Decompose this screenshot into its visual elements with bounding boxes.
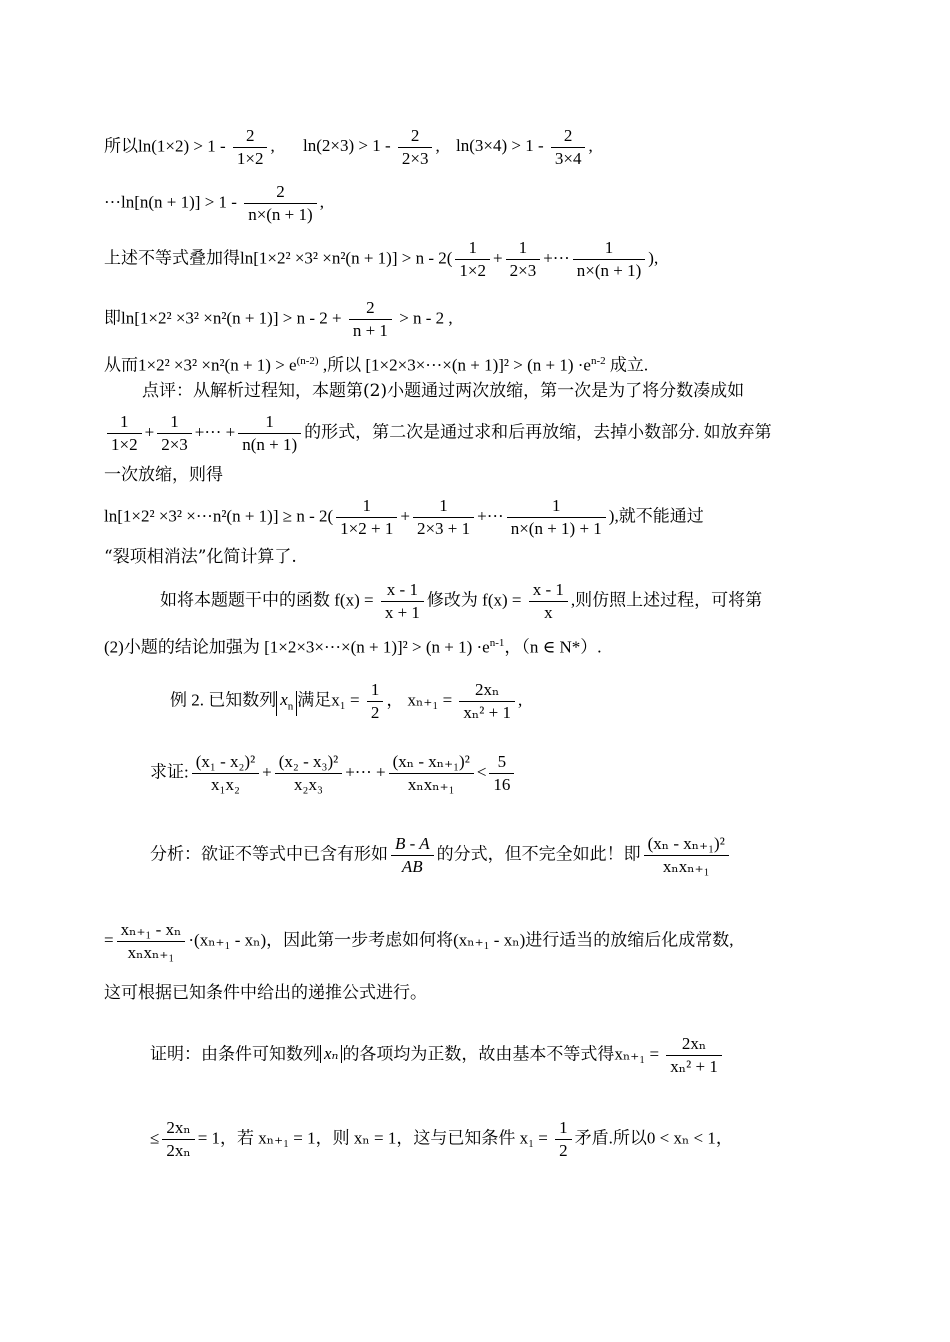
text-lead: 所以 — [104, 136, 138, 156]
conclusion-line: 从而$1\times 2^2 \times 3^2 \times n^2(n + 1) > e^{(n-2)}$ ,所以 $[1\times 2\times 3\times\cdot\cdot\cdot\times(n + 1)]^2 > (n + 1) \cdot e^{n-2}$ 成立. — [104, 355, 649, 375]
strengthen-line: 如将本题题干中的函数 f(x) = $\frac{x - 1}{x + 1}$ 修改为 f(x) = $\frac{x - 1}{x}$ ,则仿照上述过程，可将第 — [160, 580, 763, 622]
tail: ), — [648, 248, 659, 268]
analysis-line-2: = $\frac{\text{xₙ₊₁ - xₙ}}{\text{xₙxₙ₊₁}}$ ·(xₙ₊₁ - xₙ)，因此第一步考虑如何将(xₙ₊₁ - xₙ)进行适当的放缩后化成常数, — [104, 920, 734, 962]
fraction: $\frac{\text{(xₙ - xₙ₊₁)²}}{\text{xₙxₙ₊₁}}$ — [389, 752, 474, 795]
fraction: $\frac{1}{2\times 3}$ — [506, 238, 541, 281]
fraction: $\frac{2}{3\times 4}$ — [551, 126, 586, 169]
fraction: $\frac{2}{n + 1}$ — [349, 298, 392, 341]
separator: , — [270, 136, 275, 156]
analysis-line-1: 分析：欲证不等式中已含有形如 $\frac{B - A}{AB}$ 的分式，但不完全如此！即 $\frac{\text{(xₙ - xₙ₊₁)²}}{\text{xₙxₙ₊₁}}$ — [150, 834, 732, 877]
fraction: $\frac{\text{2xₙ}}{\text{xₙ² + 1}}$ — [459, 680, 515, 723]
ellipsis: +··· — [543, 248, 570, 268]
expr: ···ln[n(n + 1)] > 1 - — [104, 192, 242, 212]
fraction: $\frac{\text{2xₙ}}{\text{2xₙ}}$ — [162, 1118, 194, 1161]
fraction: $\frac{1}{1\times 2}$ — [455, 238, 490, 281]
fraction: $\frac{2}{1\times 2}$ — [233, 126, 268, 169]
separator: , — [435, 136, 440, 156]
expr-c: ln(3×4) > 1 - — [455, 136, 548, 156]
separator: , — [588, 136, 593, 156]
fraction: $\frac{1}{2}$ — [555, 1118, 572, 1161]
fraction: $\frac{1}{2\times 3}$ — [157, 412, 192, 455]
sum-line: 上述不等式叠加得ln[1×2² ×3² ×n²(n + 1)] > n - 2( $\frac{1}{1\times 2}$ + $\frac{1}{2\times 3}$ +··· $\frac{1}{n\times(n + 1)}$ ), — [104, 238, 659, 280]
comment-paragraph: “裂项相消法”化简计算了. — [104, 547, 297, 567]
text-lead: 即 — [104, 308, 121, 328]
fraction: $\frac{\text{(x₂ - x₃)²}}{\text{x₂x₃}}$ — [275, 752, 342, 795]
fraction: $\frac{1}{2}$ — [367, 680, 384, 723]
fraction: $\frac{2}{2\times 3}$ — [398, 126, 433, 169]
fraction: $\frac{\text{2xₙ}}{\text{xₙ² + 1}}$ — [666, 1034, 722, 1077]
proof-line-1: 证明：由条件可知数列 xₙ 的各项均为正数，故由基本不等式得xₙ₊₁ = $\frac{\text{2xₙ}}{\text{xₙ² + 1}}$ — [150, 1034, 725, 1077]
fraction: $\frac{1}{n(n + 1)}$ — [238, 412, 301, 455]
example-2-statement: 例 2. 已知数列 $x_n$ 满足x₁ = $\frac{1}{2}$ ， xₙ₊₁ = $\frac{\text{2xₙ}}{\text{xₙ² + 1}}$ , — [170, 680, 523, 722]
comment-paragraph: 一次放缩，则得 — [104, 465, 223, 485]
proof-line-2: ≤ $\frac{\text{2xₙ}}{\text{2xₙ}}$ = 1，若 xₙ₊₁ = 1，则 xₙ = 1，这与已知条件 x₁ = $\frac{1}{2}$ 矛盾.所以0 < xₙ < 1， — [150, 1118, 733, 1160]
fraction: $\frac{x - 1}{x + 1}$ — [381, 580, 424, 623]
inequality-line-1 — [104, 126, 593, 169]
sequence-bracket: xₙ — [320, 1045, 342, 1063]
tail: > n - 2 , — [394, 308, 453, 328]
text-lead: 上述不等式叠加得 — [104, 248, 240, 268]
fraction: $\frac{1}{n\times(n + 1)}$ — [573, 238, 646, 281]
tail: , — [319, 192, 324, 212]
fraction: $\frac{\text{xₙ₊₁ - xₙ}}{\text{xₙxₙ₊₁}}$ — [117, 920, 186, 963]
expr-a: ln(1×2) > 1 - — [138, 136, 230, 156]
alt-inequality-line: ln[1×2² ×3² ×···n²(n + 1)] ≥ n - 2( $\frac{1}{1\times 2 + 1}$ + $\frac{1}{2\times 3 + 1}$ +··· $\frac{1}{n\times(n + 1) + 1}$ ),就不能通过 — [104, 496, 704, 538]
expr: ln[1×2² ×3² ×n²(n + 1)] > n - 2 + — [121, 308, 346, 328]
comment-fraction-line: $\frac{1}{1\times 2}$ + $\frac{1}{2\times 3}$ +··· + $\frac{1}{n(n + 1)}$ 的形式，第二次是通过求和后再放缩，去掉小数部分. 如放弃第 — [104, 412, 772, 455]
fraction: $\frac{2}{n\times(n + 1)}$ — [244, 182, 317, 225]
expr: ln[1×2² ×3² ×n²(n + 1)] > n - 2( — [240, 248, 453, 268]
fraction: $\frac{\text{(xₙ - xₙ₊₁)²}}{\text{xₙxₙ₊₁}}$ — [644, 834, 729, 877]
fraction: $\frac{1}{n\times(n + 1) + 1}$ — [507, 496, 606, 539]
fraction: $\frac{B - A}{AB}$ — [391, 834, 434, 877]
fraction: $\frac{\text{(x₁ - x₂)²}}{\text{x₁x₂}}$ — [192, 752, 259, 795]
fraction: $\frac{x - 1}{x}$ — [529, 580, 568, 623]
fraction: $\frac{1}{1\times 2}$ — [107, 412, 142, 455]
expr-b: ln(2×3) > 1 - — [302, 136, 395, 156]
inequality-line-2 — [104, 182, 324, 225]
fraction: $\frac{1}{1\times 2 + 1}$ — [336, 496, 397, 539]
inequality-line-4 — [104, 298, 453, 341]
prove-statement: 求证: $\frac{\text{(x₁ - x₂)²}}{\text{x₁x₂}}$ + $\frac{\text{(x₂ - x₃)²}}{\text{x₂x₃}}$ +··· + $\frac{\text{(xₙ - xₙ₊₁)²}}{\text{xₙxₙ₊₁}}$ < $\frac{5}{16}$ — [150, 752, 517, 795]
fraction: $\frac{1}{2\times 3 + 1}$ — [413, 496, 474, 539]
analysis-line-3: 这可根据已知条件中给出的递推公式进行。 — [104, 983, 427, 1003]
comment-paragraph: 点评：从解析过程知，本题第(2)小题通过两次放缩，第一次是为了将分数凑成如 — [142, 381, 745, 401]
sequence-bracket: $x_n$ — [276, 691, 297, 715]
fraction: $\frac{5}{16}$ — [489, 752, 514, 795]
strengthen-conclusion: (2)小题的结论加强为 $[1\times 2\times 3\times\cdot\cdot\cdot\times(n + 1)]^2 > (n + 1) \cdot e^{n-1}$，（n ∈ N*）. — [104, 637, 602, 657]
